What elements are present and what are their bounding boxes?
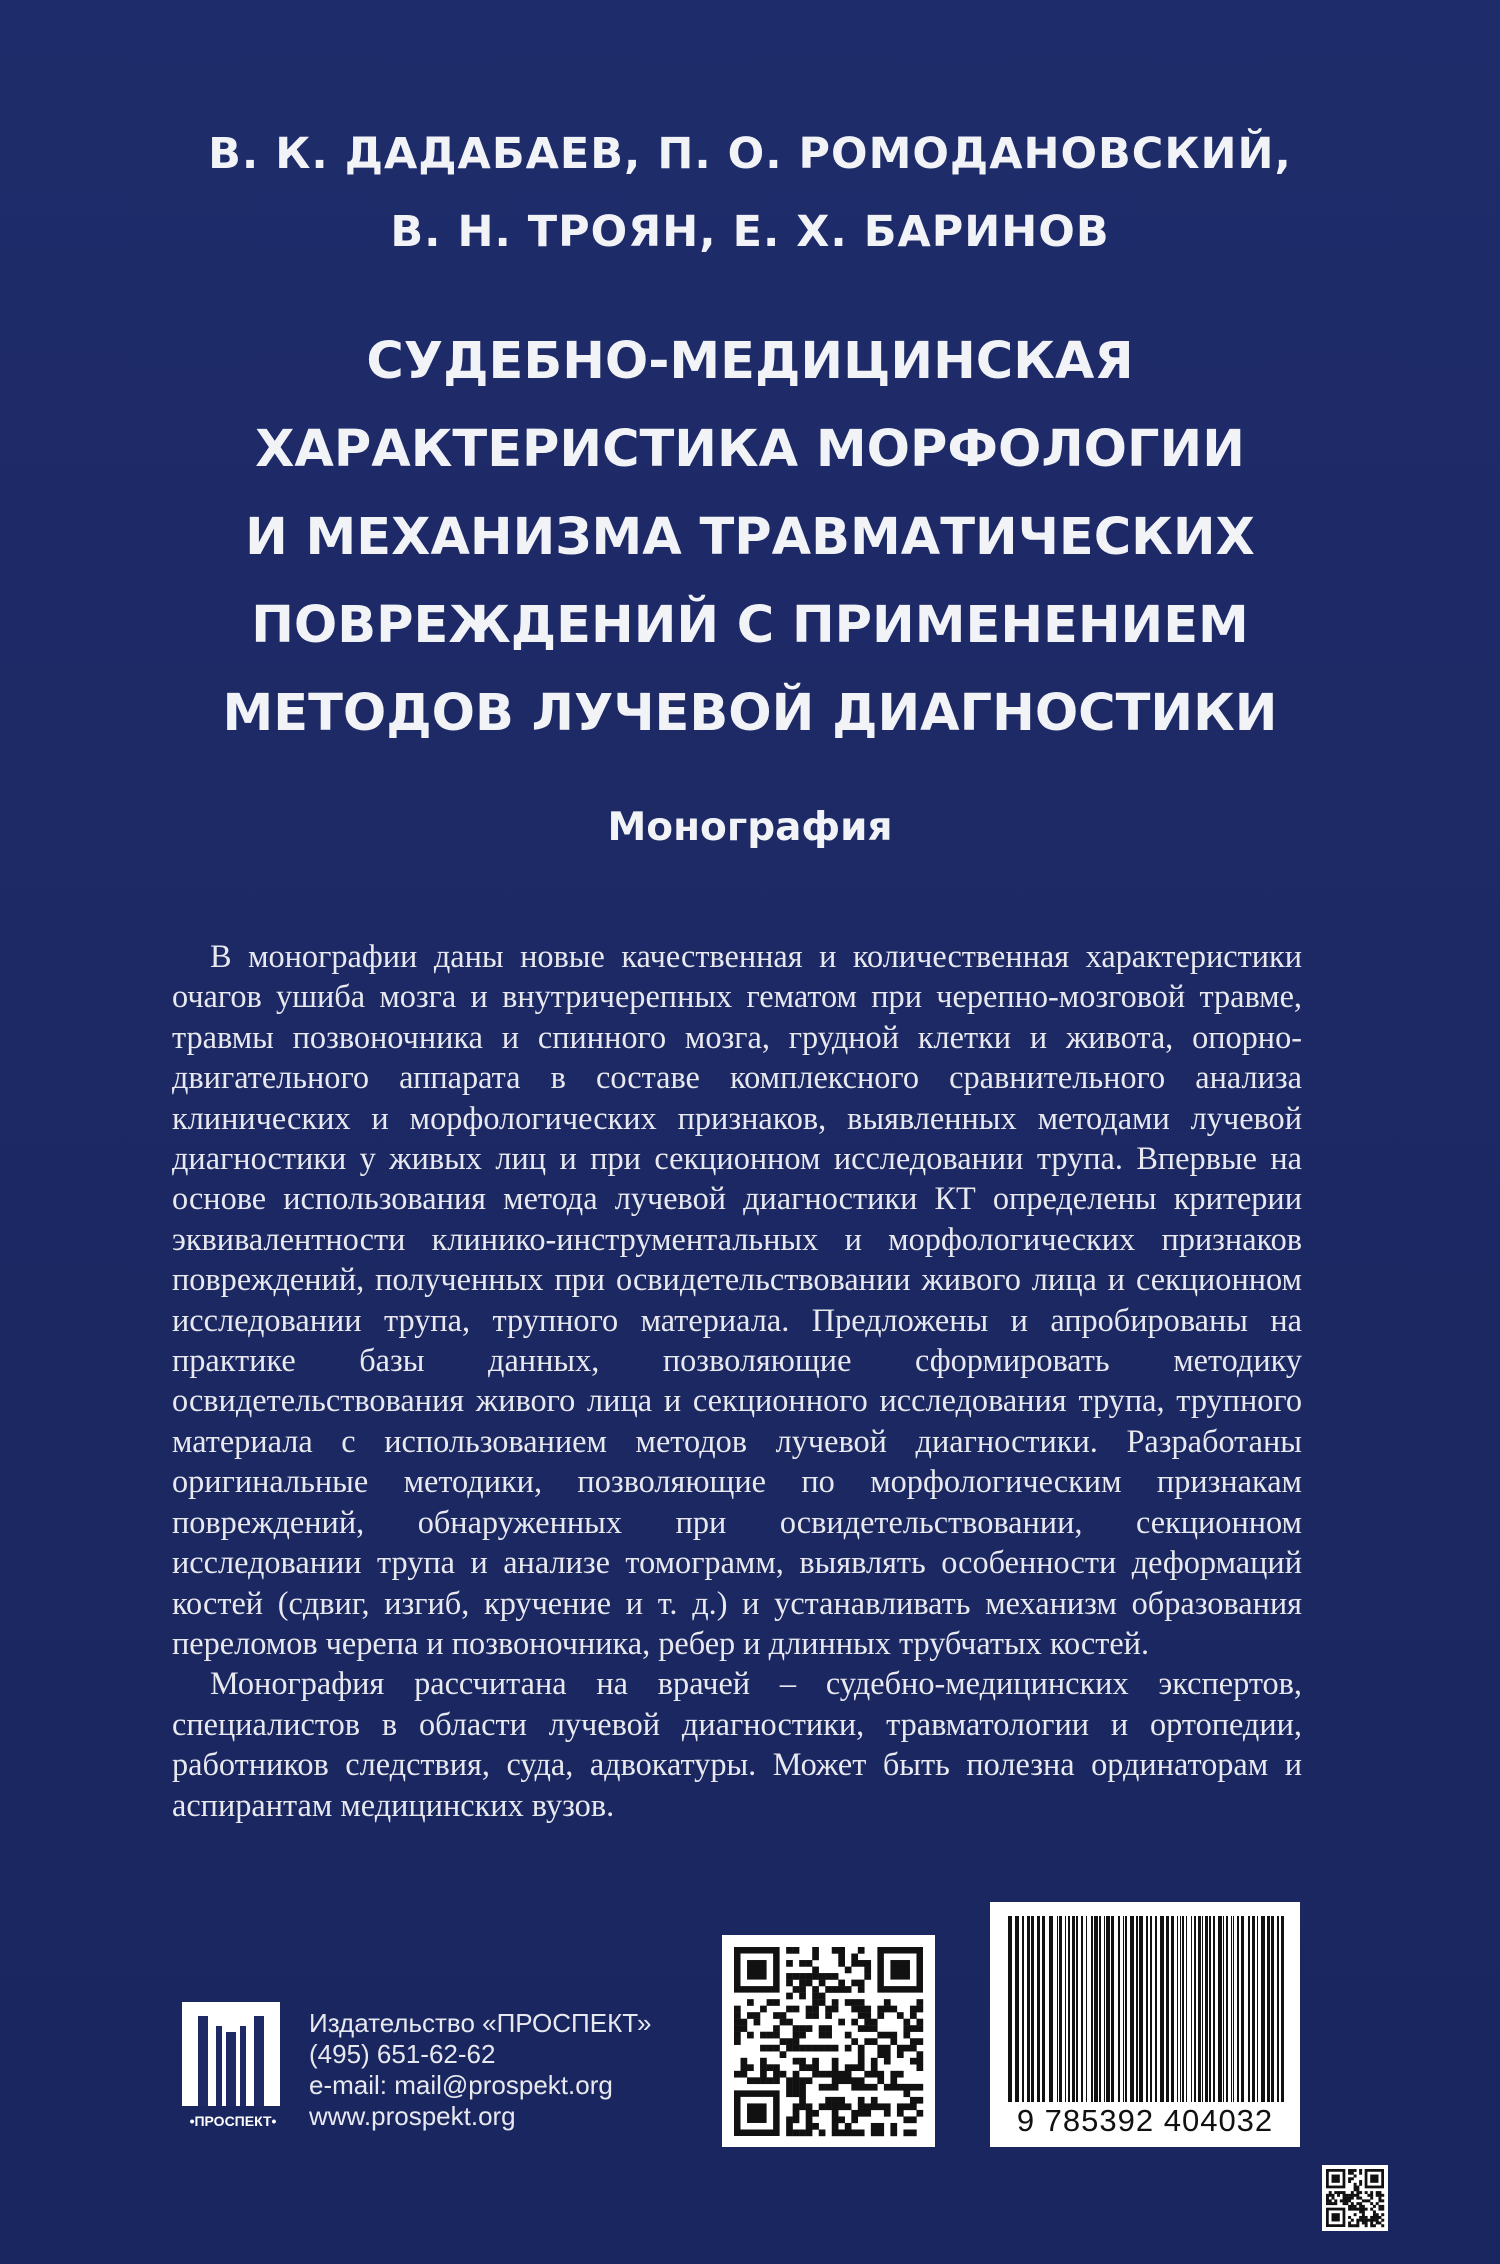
publisher-phone: (495) 651-62-62	[309, 2039, 496, 2069]
title-line: ПОВРЕЖДЕНИЙ С ПРИМЕНЕНИЕМ	[251, 596, 1249, 655]
prospekt-logo	[178, 2002, 288, 2132]
publisher-info	[309, 2008, 651, 2132]
title-line: МЕТОДОВ ЛУЧЕВОЙ ДИАГНОСТИКИ	[222, 684, 1278, 743]
publisher-website: www.prospekt.org	[309, 2101, 516, 2131]
authors-line-1: В. К. ДАДАБАЕВ, П. О. РОМОДАНОВСКИЙ,	[208, 129, 1292, 179]
annotation-text	[172, 936, 1302, 1825]
authors	[0, 115, 1500, 271]
title-line: И МЕХАНИЗМА ТРАВМАТИЧЕСКИХ	[245, 508, 1255, 567]
annotation-paragraph-1: В монографии даны новые качественная и количественная характеристики очагов ушиба мозга и внутричерепных гематом при черепно-мозговой травме, травмы позвоночника и спинного мозга, грудной клетки и живота, опорно-двигательного аппарата в составе комплексного сравнительного анализа клинических и морфологических признаков, выявленных методами лучевой диагностики у живых лиц и при секционном исследовании трупа. Впервые на основе использования метода лучевой диагностики КТ определены критерии эквивалентности клинико-инструментальных и морфологических признаков повреждений, полученных при освидетельствовании живого лица и секционном исследовании трупа, трупного материала. Предложены и апробированы на практике базы данных, позволяющие сформировать методику освидетельствования живого лица и секционного исследования трупа, трупного материала с использованием методов лучевой диагностики. Разработаны оригинальные методики, позволяющие по морфологическим признакам повреждений, обнаруженных при освидетельствовании, секционном исследовании трупа и анализе томограмм, выявлять особенности деформаций костей (сдвиг, изгиб, кручение и т. д.) и устанавливать механизм образования переломов черепа и позвоночника, ребер и длинных трубчатых костей.	[172, 938, 1302, 1661]
book-genre: Монография	[607, 805, 893, 850]
authors-line-2: В. Н. ТРОЯН, Е. Х. БАРИНОВ	[390, 207, 1110, 257]
publisher-email: e-mail: mail@prospekt.org	[309, 2070, 613, 2100]
title-line: СУДЕБНО-МЕДИЦИНСКАЯ	[366, 332, 1134, 391]
publisher-name: Издательство «ПРОСПЕКТ»	[309, 2008, 652, 2038]
qr-code	[722, 1935, 935, 2147]
isbn-barcode	[990, 1902, 1300, 2147]
title-line: ХАРАКТЕРИСТИКА МОРФОЛОГИИ	[255, 420, 1245, 479]
small-qr-code	[1322, 2165, 1388, 2231]
book-title	[0, 318, 1500, 758]
logo-text: •ПРОСПЕКТ•	[189, 2113, 277, 2129]
annotation-paragraph-2: Монография рассчитана на врачей – судебно-медицинских экспертов, специалистов в области лучевой диагностики, травматологии и ортопедии, работников следствия, суда, адвокатуры. Может быть полезна ординаторам и аспирантам медицинских вузов.	[172, 1665, 1302, 1823]
isbn-number: 9 785392 404032	[1016, 2103, 1274, 2138]
